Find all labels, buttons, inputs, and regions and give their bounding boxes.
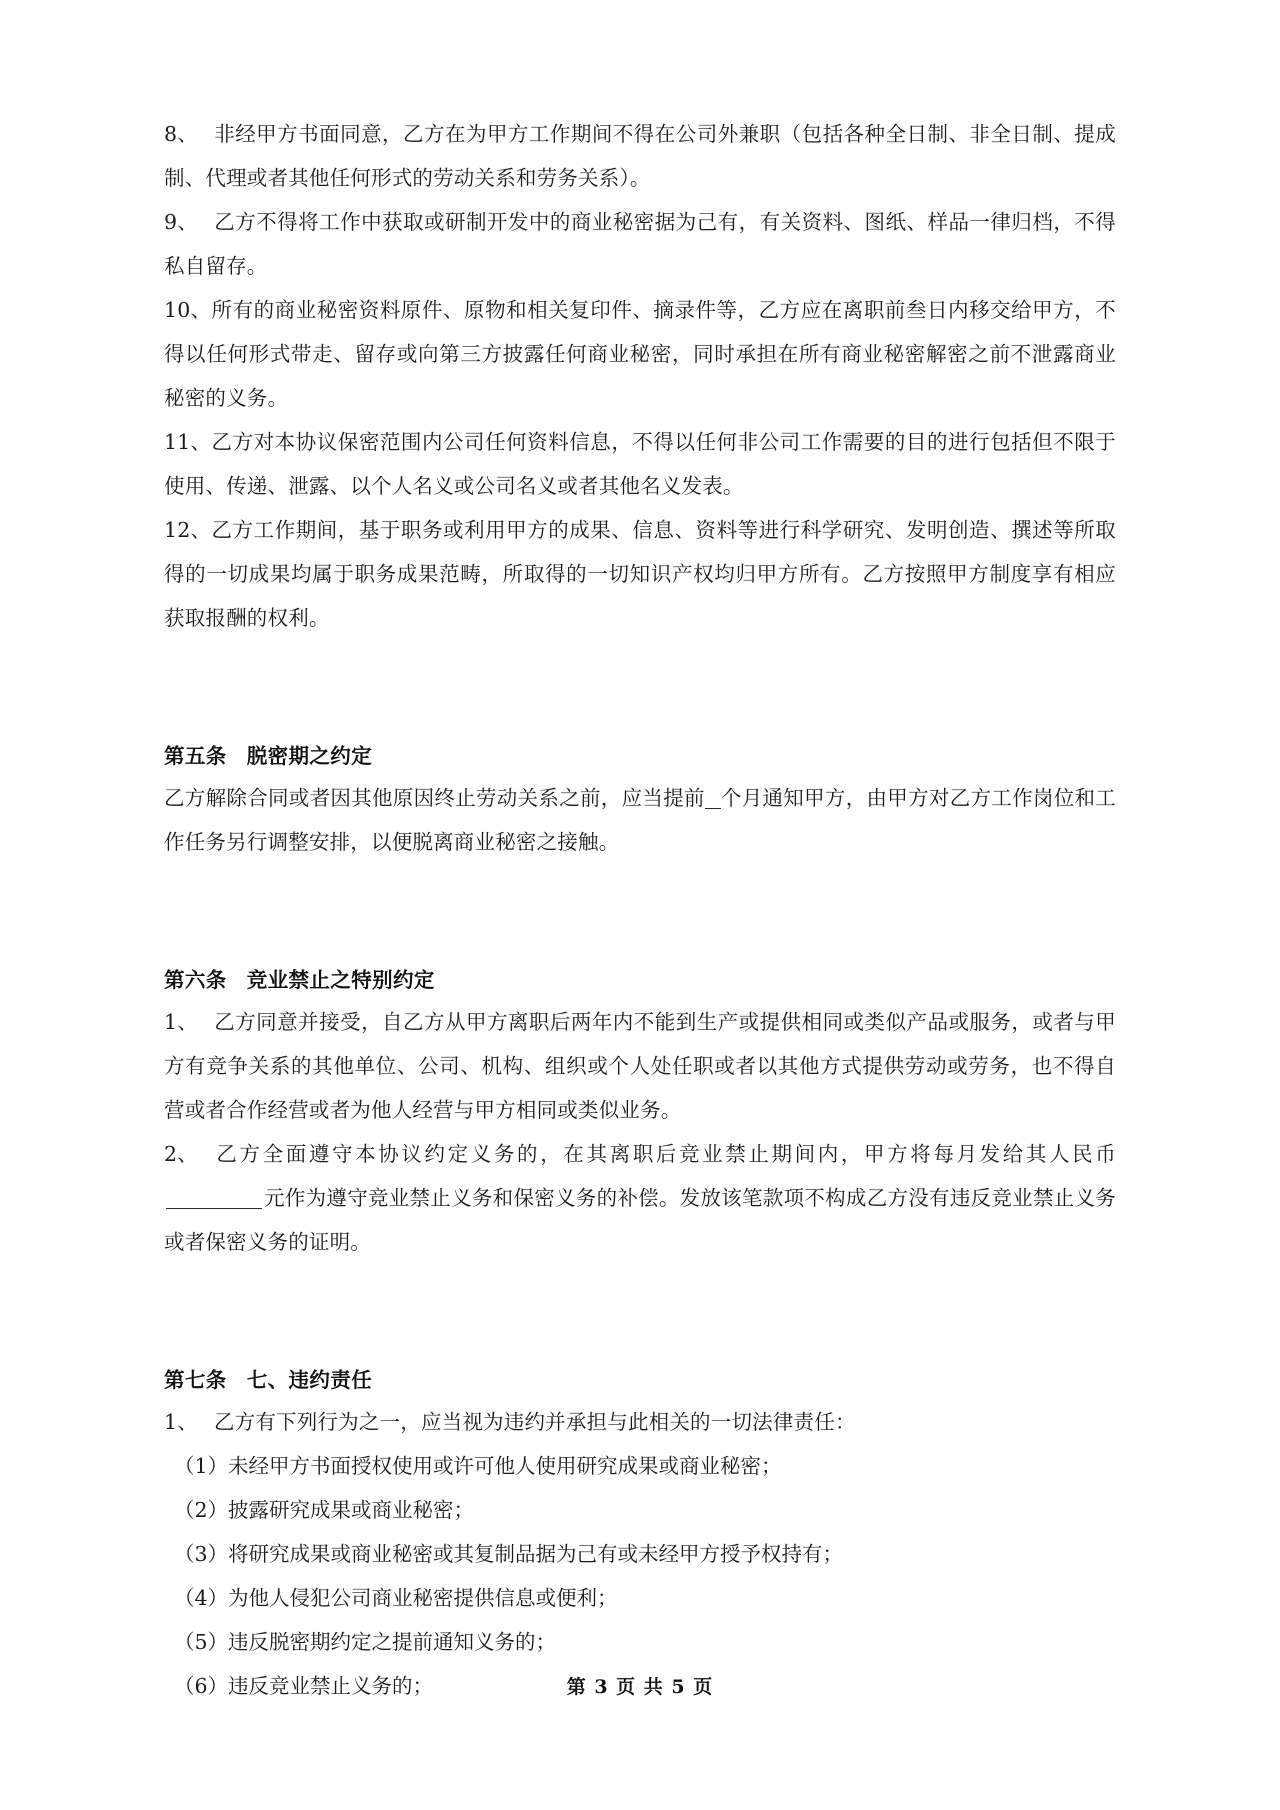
article-five-body-before: 乙方解除合同或者因其他原因终止劳动关系之前，应当提前	[164, 786, 705, 810]
clause-number: 2、	[164, 1142, 198, 1166]
page-footer	[0, 1672, 1280, 1699]
clause-text: 非经甲方书面同意，乙方在为甲方工作期间不得在公司外兼职（包括各种全日制、非全日制、提成制、代理或者其他任何形式的劳动关系和劳务关系）。	[164, 122, 1116, 190]
clause-text: 乙方有下列行为之一，应当视为违约并承担与此相关的一切法律责任：	[213, 1410, 856, 1434]
clause-number: 8、	[164, 122, 198, 146]
article-five-label: 第五条	[164, 744, 227, 768]
clause-item	[164, 200, 1116, 288]
clause-item	[164, 508, 1116, 640]
clause-text-before: 乙方全面遵守本协议约定义务的，在其离职后竞业禁止期间内，甲方将每月发给其人民币	[213, 1142, 1116, 1166]
clause-number: 1、	[164, 1010, 198, 1034]
clause-text: 乙方同意并接受，自乙方从甲方离职后两年内不能到生产或提供相同或类似产品或服务，或者与甲方有竞争关系的其他单位、公司、机构、组织或个人处任职或者以其他方式提供劳动或劳务，也不得自营或者合作经营或者为他人经营与甲方相同或类似业务。	[164, 1010, 1116, 1122]
article-seven-title: 七、违约责任	[246, 1368, 373, 1392]
article-five-title: 脱密期之约定	[246, 744, 373, 768]
clause-number: 9、	[164, 210, 198, 234]
article-six-item	[164, 1132, 1116, 1264]
article-five-body	[164, 776, 1116, 864]
article-seven-subitem: （4）为他人侵犯公司商业秘密提供信息或便利；	[174, 1586, 618, 1610]
article-six-item	[164, 1000, 1116, 1132]
clause-item	[164, 420, 1116, 508]
article-seven-heading	[164, 1360, 1116, 1400]
clause-item	[164, 288, 1116, 420]
article-five-heading	[164, 736, 1116, 776]
article-seven-item	[164, 1400, 1116, 1444]
article-seven-subitem: （5）违反脱密期约定之提前通知义务的；	[174, 1630, 557, 1654]
clause-text-after: 元作为遵守竞业禁止义务和保密义务的补偿。发放该笔款项不构成乙方没有违反竞业禁止义务或者保密义务的证明。	[164, 1186, 1116, 1254]
fill-in-blank-months[interactable]	[705, 808, 721, 809]
fill-in-blank-compensation[interactable]	[166, 1208, 262, 1209]
section-spacer	[164, 640, 1116, 736]
article-six-title: 竞业禁止之特别约定	[246, 968, 435, 992]
clause-text: 乙方不得将工作中获取或研制开发中的商业秘密据为己有，有关资料、图纸、样品一律归档，不得私自留存。	[164, 210, 1116, 278]
page-number-text: 第 3 页 共 5 页	[566, 1676, 714, 1698]
article-six-label: 第六条	[164, 968, 227, 992]
article-seven-subitem: （3）将研究成果或商业秘密或其复制品据为己有或未经甲方授予权持有；	[174, 1542, 844, 1566]
article-seven-subitem: （6）违反竞业禁止义务的；	[174, 1674, 434, 1698]
article-seven-subitem: （2）披露研究成果或商业秘密；	[174, 1498, 475, 1522]
section-spacer	[164, 864, 1116, 960]
article-seven-subitem: （1）未经甲方书面授权使用或许可他人使用研究成果或商业秘密；	[174, 1454, 782, 1478]
article-seven-label: 第七条	[164, 1368, 227, 1392]
clause-number: 11、	[164, 430, 212, 454]
clause-number: 10、	[164, 298, 212, 322]
clause-text: 乙方工作期间，基于职务或利用甲方的成果、信息、资料等进行科学研究、发明创造、撰述等所取得的一切成果均属于职务成果范畴，所取得的一切知识产权均归甲方所有。乙方按照甲方制度享有相应获取报酬的权利。	[164, 518, 1116, 630]
clause-text: 所有的商业秘密资料原件、原物和相关复印件、摘录件等，乙方应在离职前叁日内移交给甲方，不得以任何形式带走、留存或向第三方披露任何商业秘密，同时承担在所有商业秘密解密之前不泄露商业秘密的义务。	[164, 298, 1116, 410]
article-six-heading	[164, 960, 1116, 1000]
clause-number: 12、	[164, 518, 212, 542]
clause-item	[164, 112, 1116, 200]
clause-text: 乙方对本协议保密范围内公司任何资料信息，不得以任何非公司工作需要的目的进行包括但不限于使用、传递、泄露、以个人名义或公司名义或者其他名义发表。	[164, 430, 1116, 498]
clause-number: 1、	[164, 1410, 198, 1434]
page-content	[164, 112, 1116, 1708]
article-five-body-after: 个月通知甲方，由甲方对乙方工作岗位和工作任务另行调整安排，以便脱离商业秘密之接触。	[164, 786, 1116, 854]
section-spacer	[164, 1264, 1116, 1360]
